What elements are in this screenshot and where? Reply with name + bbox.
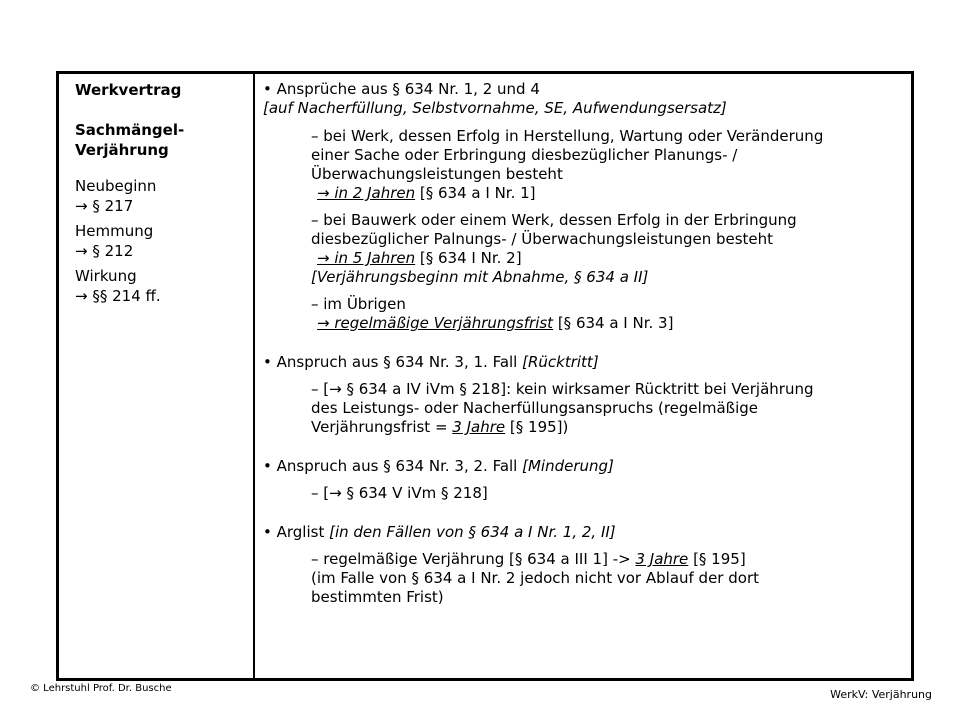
bullet-3-heading-italic: [Minderung] (522, 457, 614, 475)
b1-item2-line1: – bei Bauwerk oder einem Werk, dessen Erfolg in der Erbringung (311, 211, 797, 229)
b1-item1-result (263, 184, 903, 203)
b4-item1-line1 (263, 550, 903, 569)
bullet-2-heading-italic: [Rücktritt] (522, 353, 599, 371)
bullet-1-heading: • Ansprüche aus § 634 Nr. 1, 2 und 4 (263, 80, 540, 98)
b2-item1-line1: – [→ § 634 a IV iVm § 218]: kein wirksamer Rücktritt bei Verjährung (311, 380, 814, 398)
bullet-4-heading-italic: [in den Fällen von § 634 a I Nr. 1, 2, II] (329, 523, 616, 541)
b1-item1-line1: – bei Werk, dessen Erfolg in Herstellung, Wartung oder Veränderung (311, 127, 824, 145)
footer-slide-title: WerkV: Verjährung (830, 688, 932, 701)
b1-item2-ref: [§ 634 I Nr. 2] (415, 249, 522, 267)
bullet-3-heading (263, 457, 903, 476)
b1-item1-ref: [§ 634 a I Nr. 1] (415, 184, 536, 202)
title-werkvertrag: Werkvertrag (75, 81, 182, 99)
bullet-4-heading-text: • Arglist (263, 523, 330, 541)
b3-item1: – [→ § 634 V iVm § 218] (311, 484, 488, 502)
b1-item1-line2: einer Sache oder Erbringung diesbezüglicher Planungs- / (311, 146, 738, 164)
b4-item1-period: 3 Jahre (635, 550, 689, 568)
subtitle-line-2: Verjährung (75, 141, 169, 159)
right-column (263, 80, 903, 607)
column-divider (253, 71, 255, 681)
neubeginn-label: Neubeginn (75, 177, 157, 195)
b1-item3-period: → regelmäßige Verjährungsfrist (317, 314, 554, 332)
left-column (75, 80, 250, 306)
wirkung-ref: → §§ 214 ff. (75, 287, 161, 305)
b1-item3-line1: – im Übrigen (311, 295, 406, 313)
b1-item2-period: → in 5 Jahren (317, 249, 416, 267)
b4-item1-a: – regelmäßige Verjährung [§ 634 a III 1] -> (311, 550, 636, 568)
b2-item1-line2: des Leistungs- oder Nacherfüllungsanspruchs (regelmäßige (311, 399, 758, 417)
b4-item1-line3: bestimmten Frist) (311, 588, 444, 606)
b1-item1-line3: Überwachungsleistungen besteht (311, 165, 563, 183)
b2-item1-line3b: [§ 195]) (505, 418, 569, 436)
b1-item3-ref: [§ 634 a I Nr. 3] (553, 314, 674, 332)
bullet-3-heading-text: • Anspruch aus § 634 Nr. 3, 2. Fall (263, 457, 523, 475)
bullet-2-heading (263, 353, 903, 372)
b4-item1-line2: (im Falle von § 634 a I Nr. 2 jedoch nicht vor Ablauf der dort (311, 569, 759, 587)
b2-item1-line3a: Verjährungsfrist = (311, 418, 453, 436)
b1-item2-result (263, 249, 903, 268)
footer-copyright: © Lehrstuhl Prof. Dr. Busche (30, 683, 172, 694)
b1-item2-line2: diesbezüglicher Palnungs- / Überwachungsleistungen besteht (311, 230, 774, 248)
b2-item1-line3 (263, 418, 903, 437)
b1-item1-period: → in 2 Jahren (317, 184, 416, 202)
hemmung-ref: → § 212 (75, 242, 134, 260)
wirkung-label: Wirkung (75, 267, 137, 285)
bullet-1-subheading: [auf Nacherfüllung, Selbstvornahme, SE, Aufwendungsersatz] (263, 99, 727, 117)
neubeginn-ref: → § 217 (75, 197, 134, 215)
bullet-4-heading (263, 523, 903, 542)
b1-item3-result (263, 314, 903, 333)
b1-item2-note: [Verjährungsbeginn mit Abnahme, § 634 a II] (311, 268, 649, 286)
b4-item1-b: [§ 195] (688, 550, 746, 568)
subtitle-line-1: Sachmängel- (75, 121, 185, 139)
hemmung-label: Hemmung (75, 222, 154, 240)
b2-item1-period: 3 Jahre (452, 418, 506, 436)
bullet-2-heading-text: • Anspruch aus § 634 Nr. 3, 1. Fall (263, 353, 523, 371)
